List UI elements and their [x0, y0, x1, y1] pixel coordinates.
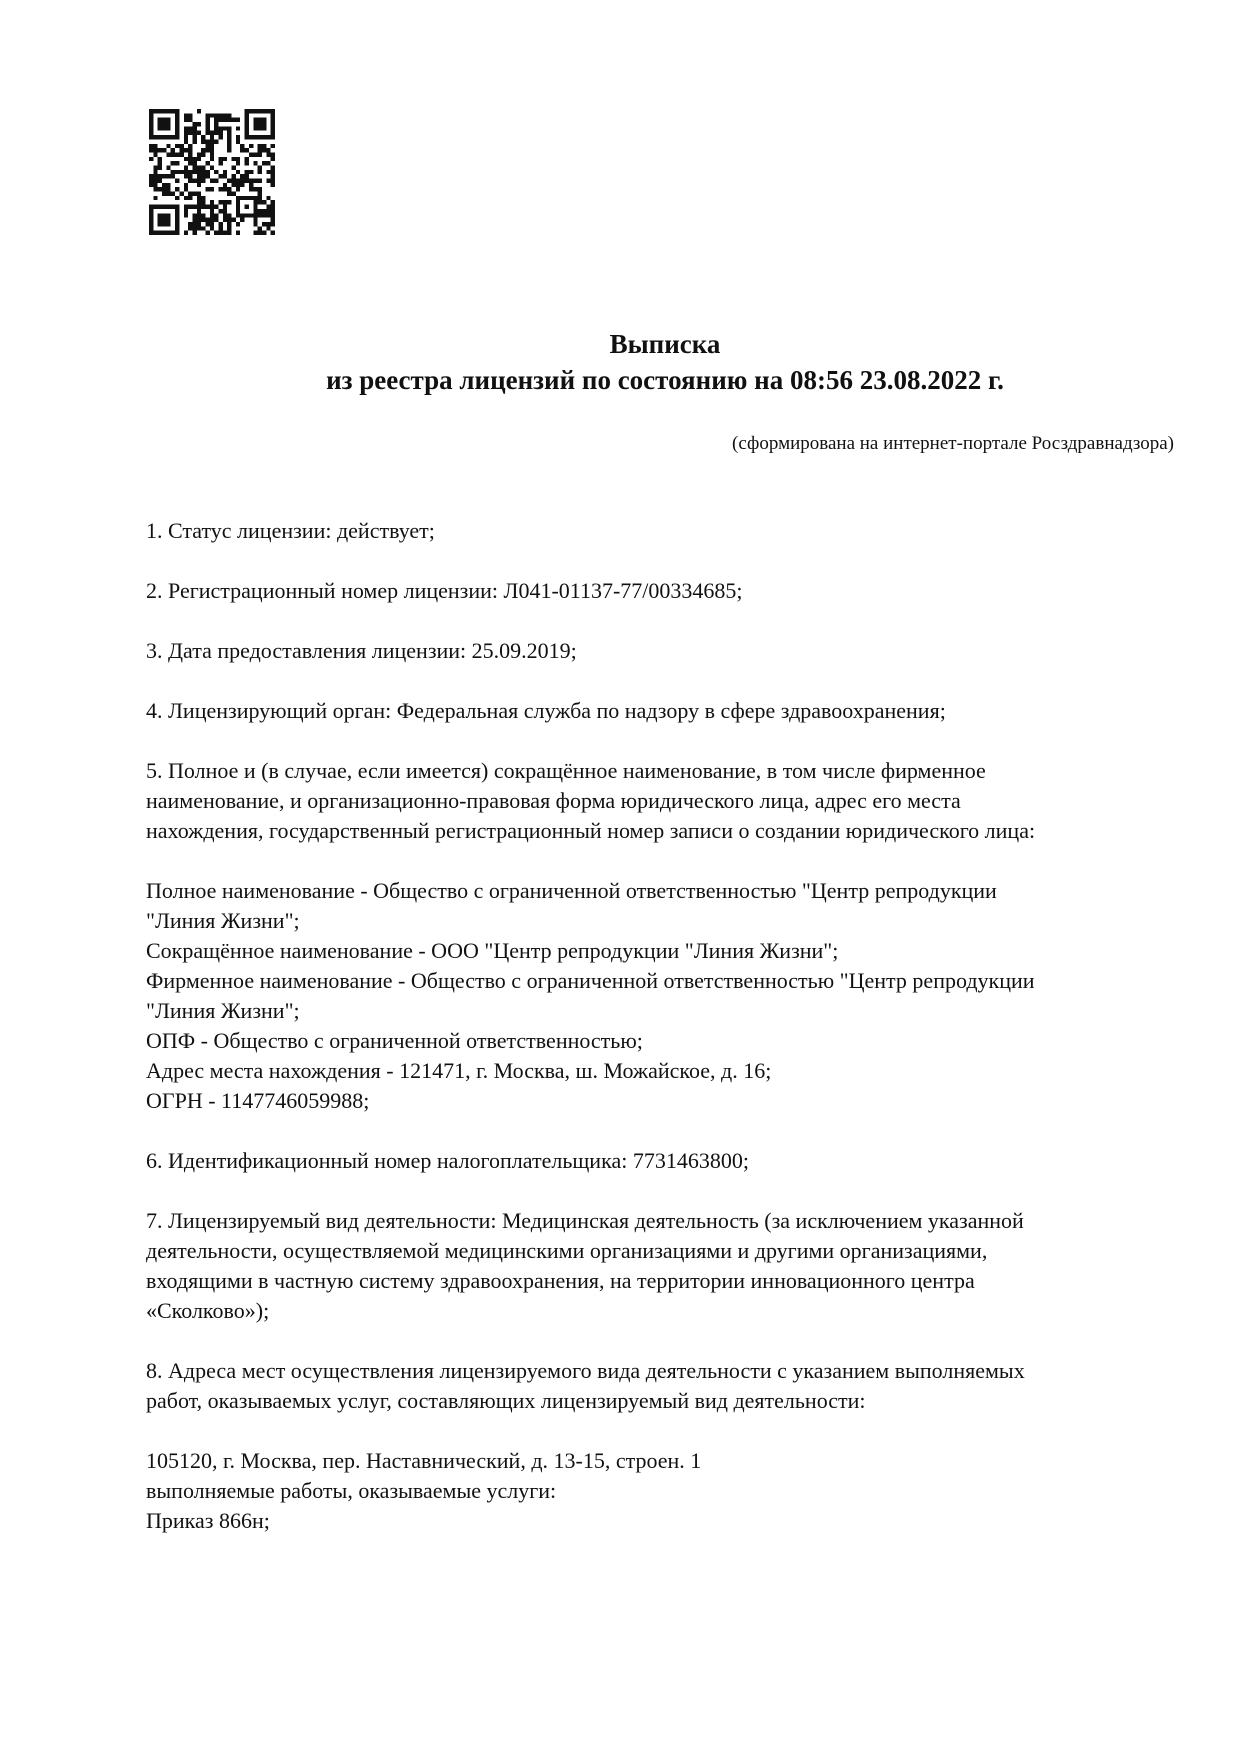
- qr-code-icon: [149, 109, 275, 235]
- license-status: 1. Статус лицензии: действует;: [146, 518, 435, 543]
- company-details: [146, 876, 1166, 1116]
- license-reg-number: 2. Регистрационный номер лицензии: Л041-01137-77/00334685;: [146, 578, 743, 603]
- source-note: (сформирована на интернет-портале Росздравнадзора): [732, 433, 1174, 454]
- company-brand-name-cont: "Линия Жизни";: [146, 998, 300, 1023]
- names-heading-line: 5. Полное и (в случае, если имеется) сокращённое наименование, в том числе фирменное: [146, 758, 986, 783]
- names-heading-line: наименование, и организационно-правовая форма юридического лица, адрес его места: [146, 788, 961, 813]
- company-opf: ОПФ - Общество с ограниченной ответственностью;: [146, 1028, 643, 1053]
- license-date: 3. Дата предоставления лицензии: 25.09.2019;: [146, 638, 577, 663]
- places-heading-line: 8. Адреса мест осуществления лицензируемого вида деятельности с указанием выполняемых: [146, 1358, 1025, 1383]
- company-address: Адрес места нахождения - 121471, г. Москва, ш. Можайское, д. 16;: [146, 1058, 772, 1083]
- company-ogrn: ОГРН - 1147746059988;: [146, 1088, 370, 1113]
- names-heading-line: нахождения, государственный регистрационный номер записи о создании юридического лица:: [146, 818, 1036, 843]
- place-order: Приказ 866н;: [146, 1508, 270, 1533]
- taxpayer-id: 6. Идентификационный номер налогоплательщика: 7731463800;: [146, 1148, 749, 1173]
- activity-place: [146, 1446, 1166, 1536]
- activity-line: «Сколково»);: [146, 1298, 270, 1323]
- company-brand-name: Фирменное наименование - Общество с ограниченной ответственностью "Центр репродукции: [146, 968, 1035, 993]
- qr-code: [149, 109, 275, 235]
- licensed-activity: [146, 1206, 1166, 1326]
- place-works-label: выполняемые работы, оказываемые услуги:: [146, 1478, 557, 1503]
- activity-line: входящими в частную систему здравоохранения, на территории инновационного центра: [146, 1268, 975, 1293]
- names-heading: [146, 756, 1166, 846]
- places-heading-line: работ, оказываемых услуг, составляющих лицензируемый вид деятельности:: [146, 1388, 866, 1413]
- document-body: [146, 516, 1166, 1536]
- document-title: Выписка: [609, 329, 721, 359]
- activity-line: деятельности, осуществляемой медицинскими организациями и другими организациями,: [146, 1238, 988, 1263]
- place-address: 105120, г. Москва, пер. Наставнический, д. 13-15, строен. 1: [146, 1448, 702, 1473]
- document-heading: [0, 326, 1240, 398]
- activity-line: 7. Лицензируемый вид деятельности: Медицинская деятельность (за исключением указанной: [146, 1208, 1024, 1233]
- licensing-authority: 4. Лицензирующий орган: Федеральная служба по надзору в сфере здравоохранения;: [146, 698, 946, 723]
- document-subtitle: из реестра лицензий по состоянию на 08:56 23.08.2022 г.: [326, 365, 1004, 395]
- company-full-name-cont: "Линия Жизни";: [146, 908, 300, 933]
- company-short-name: Сокращённое наименование - ООО "Центр репродукции "Линия Жизни";: [146, 938, 839, 963]
- places-heading: [146, 1356, 1166, 1416]
- company-full-name: Полное наименование - Общество с ограниченной ответственностью "Центр репродукции: [146, 878, 997, 903]
